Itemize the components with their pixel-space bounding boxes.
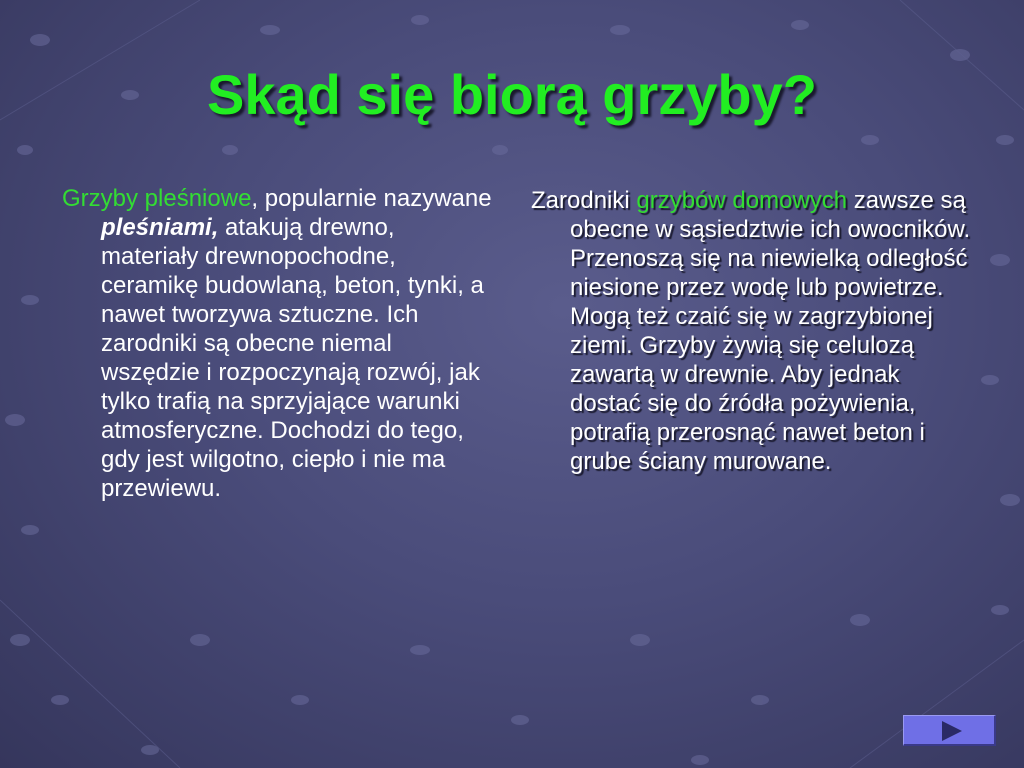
right-paragraph bbox=[531, 186, 971, 476]
left-paragraph bbox=[62, 184, 492, 503]
right-text-lead: Zarodniki bbox=[531, 187, 637, 214]
left-text-rest: atakują drewno, materiały drewnopochodne, ceramikę budowlaną, beton, tynki, a nawet tworzywa sztuczne. Ich zarodniki są obecne niemal wszędzie i rozpoczynają rozwój, jak tylko trafią na sprzyjające warunki atmosferyczne. Dochodzi do tego, gdy jest wilgotno, ciepło i nie ma przewiewu. bbox=[101, 214, 484, 502]
house-fungi-term: grzybów domowych bbox=[636, 187, 848, 214]
right-text-rest: zawsze są obecne w sąsiedztwie ich owocników. Przenoszą się na niewielką odległość niesione przez wodę lub powietrze. Mogą też czaić się w zagrzybionej ziemi. Grzyby żywią się celulozą zawartą w drewnie. Aby jednak dostać się do źródła pożywienia, potrafią przerosnąć nawet beton i grube ściany murowane. bbox=[570, 187, 971, 475]
left-text-column bbox=[62, 184, 492, 503]
left-text-part: , popularnie nazywane bbox=[251, 185, 492, 212]
slide-title: Skąd się biorą grzyby? bbox=[207, 63, 817, 126]
right-text-column bbox=[531, 186, 971, 476]
next-slide-button[interactable] bbox=[903, 715, 996, 746]
mold-fungi-term: Grzyby pleśniowe bbox=[62, 185, 252, 212]
play-triangle-icon bbox=[940, 720, 964, 742]
molds-emphasis: pleśniami, bbox=[101, 214, 219, 241]
